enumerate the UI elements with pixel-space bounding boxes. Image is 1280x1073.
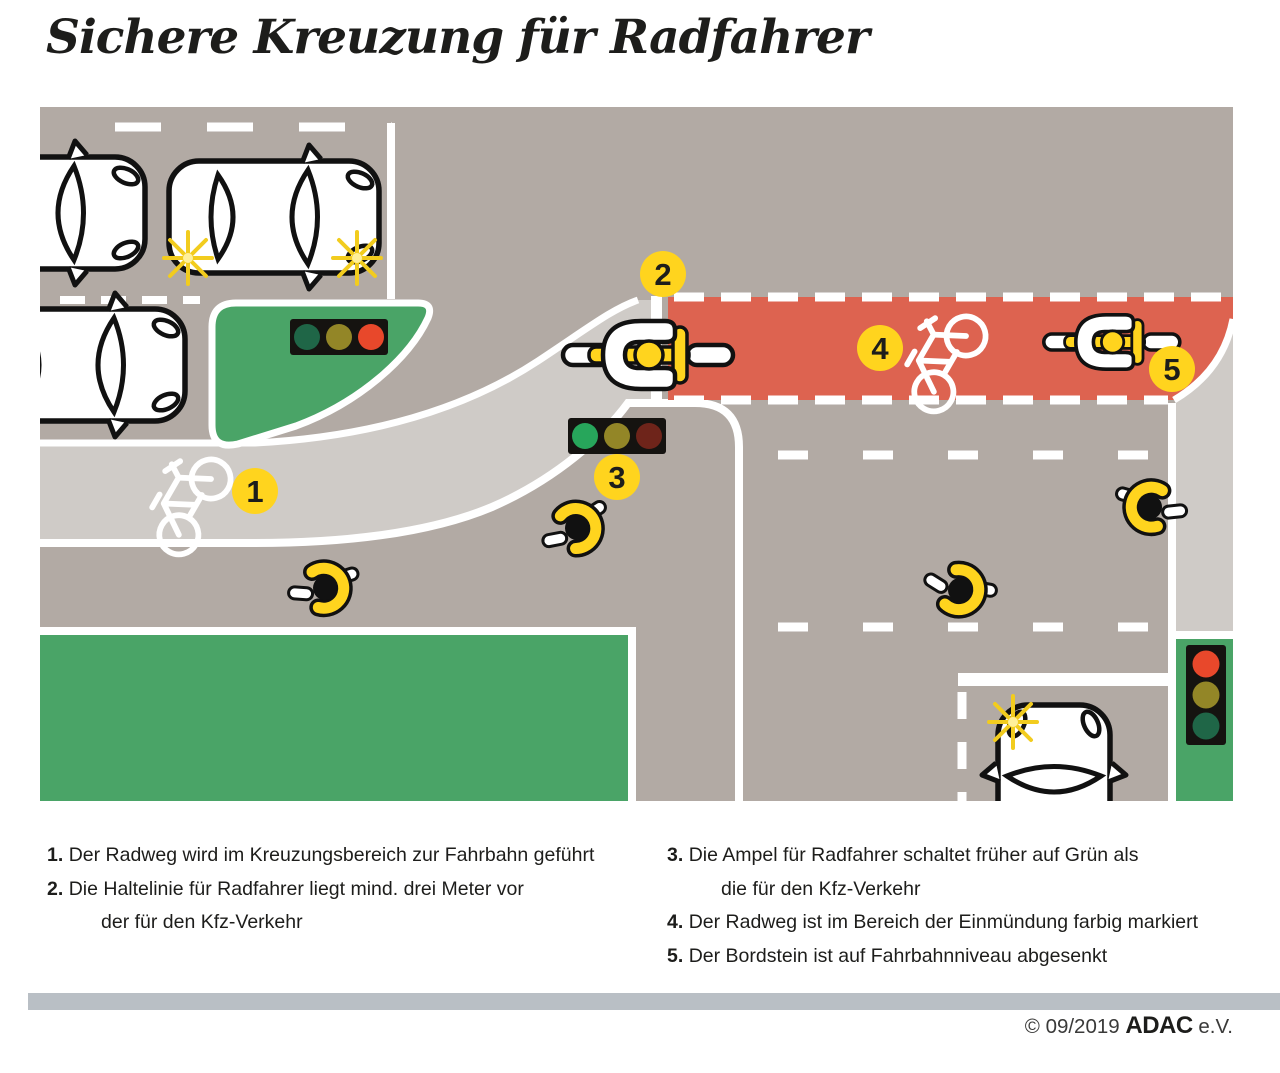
svg-text:1: 1 — [246, 474, 264, 509]
badge-2 — [640, 251, 686, 297]
legend-item-text: Der Radweg wird im Kreuzungsbereich zur Fahrbahn geführt — [68, 844, 595, 866]
legend-item-text: Der Radweg ist im Bereich der Einmündung farbig markiert — [688, 911, 1199, 933]
legend-item-number: 5. — [667, 944, 684, 967]
indicator-flash-icon — [333, 232, 381, 284]
badge-1 — [232, 468, 278, 514]
legend-item-4 — [667, 906, 1253, 940]
legend-item-1 — [47, 839, 647, 873]
green-area-bottom-left — [40, 635, 628, 801]
svg-text:3: 3 — [608, 460, 626, 495]
svg-text:5: 5 — [1163, 352, 1181, 387]
legend-right-column — [667, 839, 1253, 973]
legend-item-number: 3. — [667, 844, 684, 866]
copyright-symbol: © — [1024, 1015, 1040, 1038]
car-icon — [982, 705, 1126, 801]
svg-text:4: 4 — [871, 331, 889, 366]
right-verge-top-line — [1168, 631, 1233, 639]
page-title: Sichere Kreuzung für Radfahrer — [46, 10, 869, 65]
legend-item-text: Die Ampel für Radfahrer schaltet früher auf Grün als — [688, 844, 1139, 866]
footer-divider-bar — [28, 993, 1280, 1010]
legend-item-text-line2: der für den Kfz-Verkehr — [101, 911, 303, 933]
green-area-border-right — [628, 627, 636, 801]
legend-item-5 — [667, 940, 1253, 974]
badge-3 — [594, 454, 640, 500]
legend-item-2 — [47, 873, 647, 940]
indicator-flash-icon — [164, 232, 212, 284]
indicator-flash-icon — [989, 696, 1037, 748]
badge-5 — [1149, 346, 1195, 392]
legend-item-number: 1. — [47, 844, 64, 866]
legend-item-number: 4. — [667, 911, 684, 933]
car-icon — [40, 141, 145, 285]
right-curb-line — [1168, 403, 1176, 801]
car-stop-line — [958, 673, 1168, 686]
adac-logo-text: ADAC — [1125, 1012, 1193, 1039]
footer-credit — [1025, 1012, 1233, 1040]
traffic-light-car-bottom — [1186, 645, 1226, 745]
green-area-border — [40, 627, 636, 635]
traffic-light-bike — [568, 418, 666, 454]
legend-item-text: Die Haltelinie für Radfahrer liegt mind. drei Meter vor — [68, 877, 524, 900]
legend-left-column — [47, 839, 647, 940]
traffic-light-car-top — [290, 319, 388, 355]
car-icon — [40, 293, 185, 437]
legend-item-number: 2. — [47, 877, 64, 900]
intersection-illustration — [40, 107, 1233, 801]
footer-suffix: e.V. — [1198, 1015, 1233, 1038]
legend-item-text-line2: die für den Kfz-Verkehr — [721, 877, 921, 900]
footer-date: 09/2019 — [1045, 1015, 1120, 1038]
legend-item-text: Der Bordstein ist auf Fahrbahnniveau abgesenkt — [688, 944, 1108, 967]
badge-4 — [857, 325, 903, 371]
svg-text:2: 2 — [654, 257, 672, 292]
legend-item-3 — [667, 839, 1253, 906]
